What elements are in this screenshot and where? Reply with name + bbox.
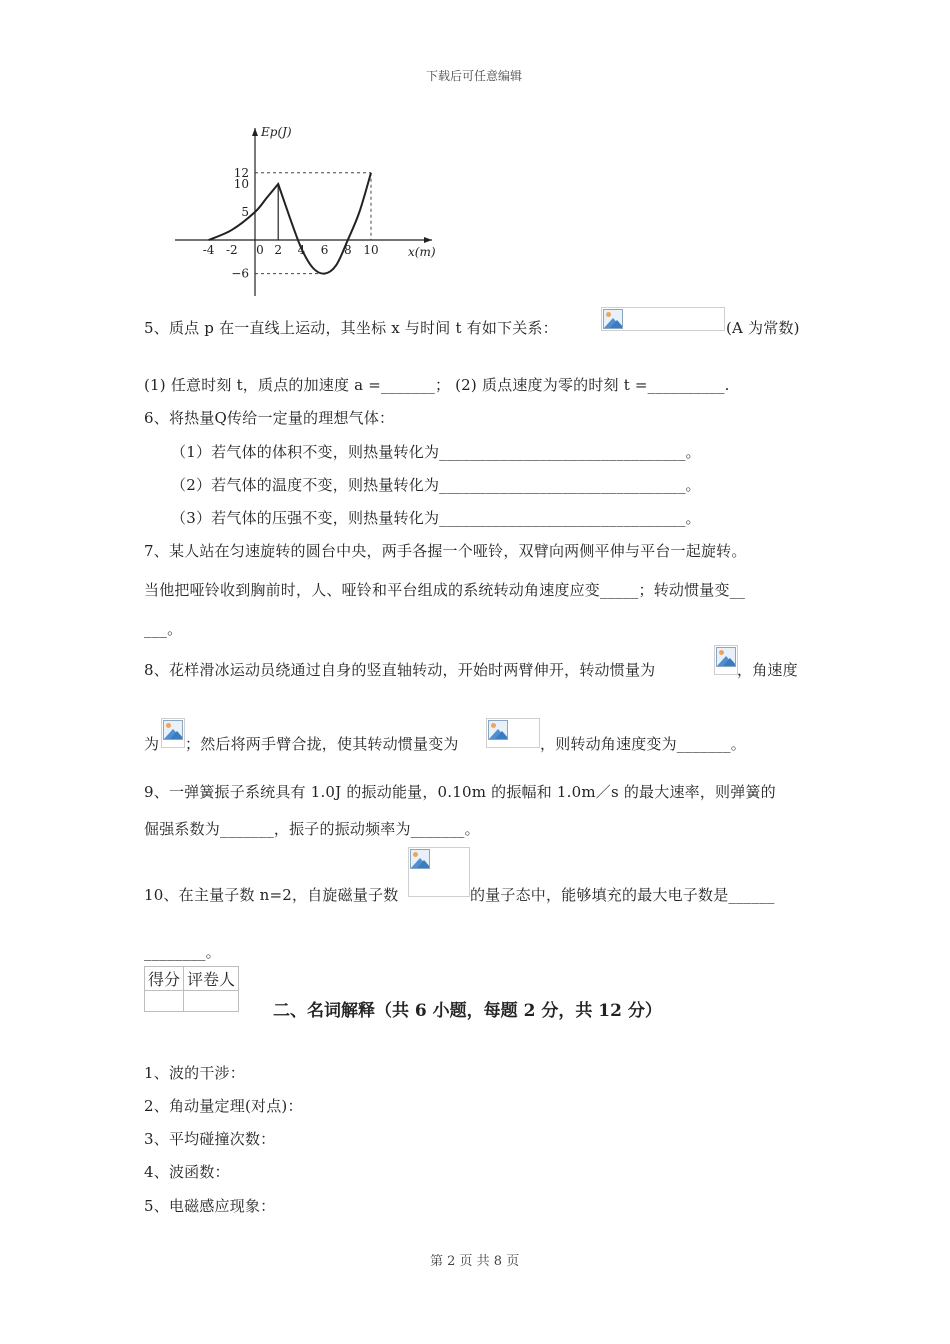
x-tick-label: -2 [225, 243, 238, 257]
q8-line1-prefix: 8、花样滑冰运动员绕通过自身的竖直轴转动，开始时两臂伸开，转动惯量为 [144, 661, 656, 679]
score-cell [145, 991, 184, 1012]
broken-image-icon [163, 720, 183, 740]
q5-line2: (1) 任意时刻 t，质点的加速度 a =_______； (2) 质点速度为零的时刻 t =__________. [144, 376, 730, 394]
x-axis-label: x(m) [408, 245, 436, 259]
q8-new-inertia-image-placeholder [486, 718, 540, 748]
x-tick-label: 2 [274, 243, 283, 257]
q10-spin-image-placeholder [408, 847, 470, 897]
y-axis-label: Ep(J) [261, 125, 292, 139]
y-axis-arrow [252, 128, 258, 136]
q9-line2: 倔强系数为_______，振子的振动频率为_______。 [144, 820, 480, 838]
q5-suffix: (A 为常数) [726, 319, 800, 337]
x-tick-label: 6 [320, 243, 329, 257]
page-header: 下载后可任意编辑 [426, 69, 523, 83]
y-tick-label: 12 [233, 165, 249, 180]
x-axis-arrow [424, 237, 432, 243]
q8-line2-a: 为 [144, 735, 160, 753]
broken-image-icon [716, 647, 736, 667]
potential-energy-graph [0, 0, 950, 310]
y-tick-label: 5 [241, 205, 249, 219]
x-tick-label: 0 [256, 243, 264, 257]
q6-title: 6、将热量Q传给一定量的理想气体： [144, 409, 395, 427]
x-tick-label: 8 [343, 243, 352, 257]
y-tick-label: 10 [233, 177, 249, 191]
grader-header: 评卷人 [184, 967, 239, 991]
y-tick-label: −6 [231, 266, 249, 281]
x-tick-label: 10 [363, 243, 379, 257]
term-item-5: 5、电磁感应现象： [144, 1197, 276, 1215]
term-item-4: 4、波函数： [144, 1163, 230, 1181]
q8-line2-c: ，则转动角速度变为_______。 [540, 735, 746, 753]
q7-line2: 当他把哑铃收到胸前时，人、哑铃和平台组成的系统转动角速度应变_____；转动惯量变__ [144, 581, 746, 599]
score-table [144, 966, 239, 1012]
broken-image-icon [603, 309, 623, 329]
q5-text: 5、质点 p 在一直线上运动，其坐标 x 与时间 t 有如下关系： [144, 319, 558, 337]
x-tick-label: 4 [297, 243, 306, 257]
q10-line1-suffix: 的量子态中，能够填充的最大电子数是______ [470, 886, 775, 904]
broken-image-icon [488, 720, 508, 740]
q6-item-1: （1）若气体的体积不变，则热量转化为________________________________。 [171, 443, 701, 461]
q10-line2: ________。 [144, 943, 221, 961]
q10-line1-prefix: 10、在主量子数 n=2，自旋磁量子数 [144, 886, 399, 904]
q6-item-3: （3）若气体的压强不变，则热量转化为________________________________。 [171, 509, 701, 527]
term-item-3: 3、平均碰撞次数： [144, 1130, 276, 1148]
q8-omega-image-placeholder [161, 718, 185, 748]
grader-cell [184, 991, 239, 1012]
score-header: 得分 [145, 967, 184, 991]
term-item-2: 2、角动量定理(对点)： [144, 1097, 303, 1115]
section2-title: 二、名词解释（共 6 小题，每题 2 分，共 12 分） [273, 1001, 662, 1021]
broken-image-icon [410, 849, 430, 869]
page-footer: 第 2 页 共 8 页 [430, 1254, 520, 1269]
q6-item-2: （2）若气体的温度不变，则热量转化为________________________________。 [171, 476, 701, 494]
term-item-1: 1、波的干涉： [144, 1064, 245, 1082]
q5-line1 [144, 317, 558, 338]
q7-line3: ___。 [144, 620, 183, 638]
q8-line1-suffix: ，角速度 [737, 661, 798, 679]
q8-inertia-image-placeholder [714, 645, 738, 675]
x-tick-label: -4 [202, 243, 215, 257]
q5-formula-image-placeholder [601, 307, 725, 331]
q9-line1: 9、一弹簧振子系统具有 1.0J 的振动能量，0.10m 的振幅和 1.0m／s 的最大速率，则弹簧的 [144, 783, 776, 801]
q7-line1: 7、某人站在匀速旋转的圆台中央，两手各握一个哑铃，双臂向两侧平伸与平台一起旋转。 [144, 542, 747, 560]
q8-line2-b: ；然后将两手臂合拢，使其转动惯量变为 [185, 735, 459, 753]
